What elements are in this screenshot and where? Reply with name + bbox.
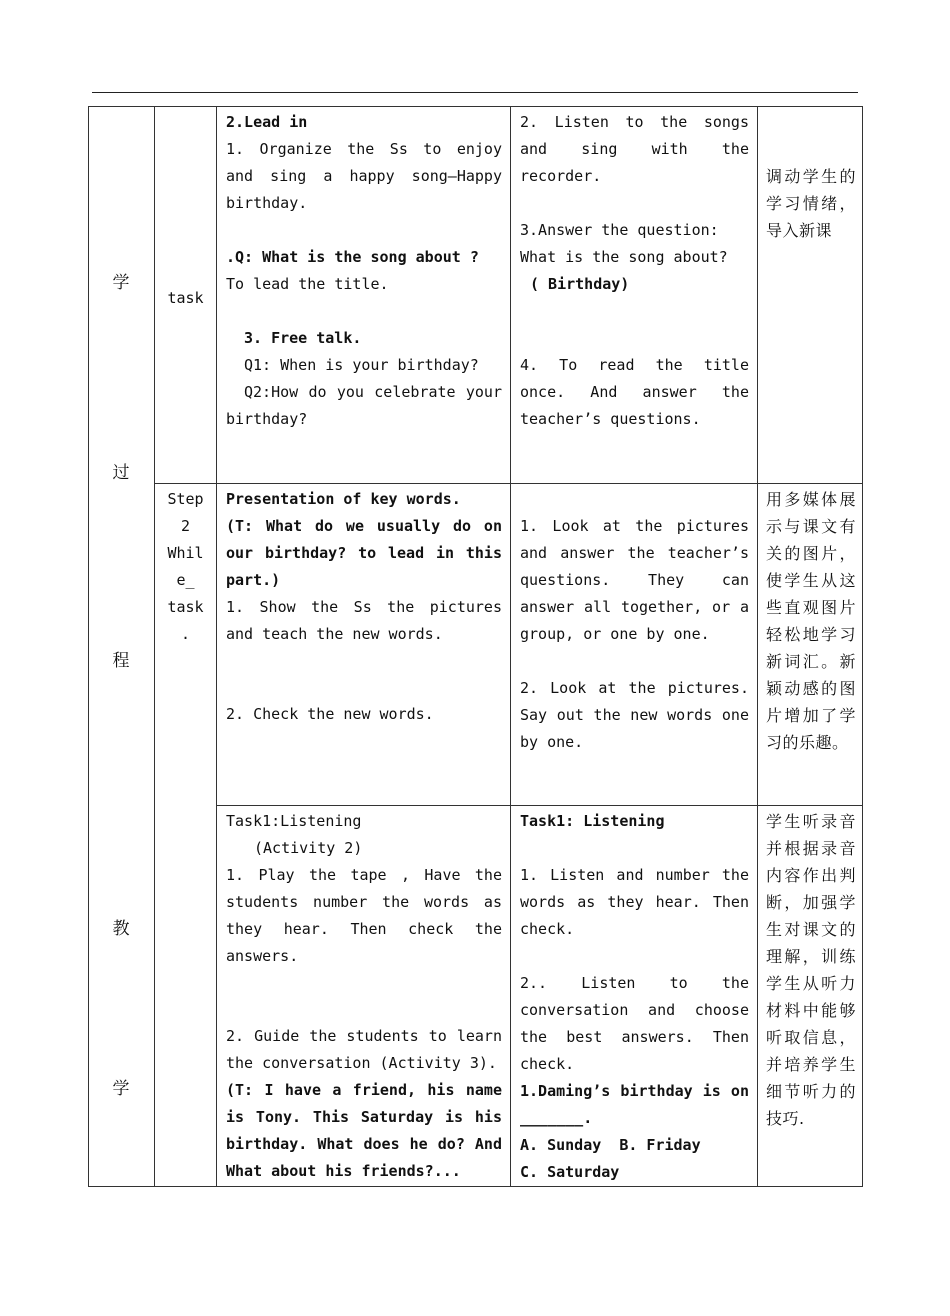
step-cell	[155, 484, 217, 1187]
step-label: task	[167, 598, 204, 616]
teacher-step: 2. Guide the students to learn the conversation (Activity 3).	[226, 1027, 502, 1072]
teacher-activity-cell	[217, 107, 511, 484]
teacher-step: 1. Show the Ss the pictures and teach the new words.	[226, 598, 502, 643]
table-row	[89, 484, 863, 806]
student-step: 1. Listen and number the words as they hear. Then check.	[520, 866, 749, 938]
teacher-activity-cell	[217, 806, 511, 1187]
teacher-note: To lead the title.	[226, 275, 389, 293]
section-subtitle: (Activity 2)	[254, 839, 363, 857]
teacher-question: Q1: When is your birthday?	[244, 356, 479, 374]
student-step: 3.Answer the question:	[520, 221, 719, 239]
lesson-plan-table-frame	[88, 106, 862, 1181]
student-step: 2. Look at the pictures. Say out the new words one by one.	[520, 679, 749, 751]
purpose-cell	[758, 806, 863, 1187]
teacher-step: 2. Check the new words.	[226, 705, 434, 723]
step-label: Step	[167, 490, 204, 508]
student-step: 2. Listen to the songs and sing with the recorder.	[520, 113, 749, 185]
teacher-note: (T: What do we usually do on our birthday? to lead in this part.)	[226, 517, 502, 589]
student-step: 2.. Listen to the conversation and choose the best answers. Then check.	[520, 974, 749, 1073]
step-cell	[155, 107, 217, 484]
step-label: .	[180, 625, 191, 643]
purpose-cell	[758, 107, 863, 484]
quiz-options: C. Saturday	[520, 1163, 620, 1181]
purpose-text: 用多媒体展示与课文有关的图片，使学生从这些直观图片轻松地学习新词汇。新颖动感的图片增加了学习的乐趣。	[766, 490, 856, 752]
step-label: e_	[176, 571, 195, 589]
teacher-step: 1. Organize the Ss to enjoy and sing a happy song—Happy birthday.	[226, 140, 502, 212]
process-char: 学	[112, 1079, 130, 1099]
student-activity-cell	[511, 806, 758, 1187]
student-activity-cell	[511, 484, 758, 806]
process-char: 学	[112, 273, 130, 293]
teacher-note: (T: I have a friend, his name is Tony. This Saturday is his birthday. What does he do? And What about his friends?...	[226, 1081, 502, 1180]
section-title: Presentation of key words.	[226, 490, 461, 508]
student-activity-cell	[511, 107, 758, 484]
lesson-plan-table	[88, 106, 863, 1187]
process-char: 过	[112, 463, 130, 483]
section-title: 3. Free talk.	[244, 329, 362, 347]
teacher-question: .Q: What is the song about ?	[226, 248, 479, 266]
header-rule	[92, 92, 858, 93]
quiz-question: 1.Daming’s birthday is on _______.	[520, 1082, 749, 1127]
step-label: 2	[180, 517, 191, 535]
purpose-cell	[758, 484, 863, 806]
student-answer: ( Birthday)	[530, 275, 630, 293]
student-step: 4. To read the title once. And answer the teacher’s questions.	[520, 356, 749, 428]
teacher-step: 1. Play the tape , Have the students number the words as they hear. Then check the answers.	[226, 866, 502, 965]
teacher-activity-cell	[217, 484, 511, 806]
purpose-text: 学生听录音并根据录音内容作出判断，加强学生对课文的理解，训练学生从听力材料中能够听取信息，并培养学生细节听力的技巧.	[766, 812, 856, 1128]
step-label: task	[167, 289, 204, 307]
teacher-question: Q2:How do you celebrate your birthday?	[226, 383, 502, 428]
section-title: 2.Lead in	[226, 113, 308, 131]
section-title: Task1: Listening	[520, 812, 665, 830]
process-char: 程	[112, 651, 130, 671]
section-title: Task1:Listening	[226, 812, 362, 830]
student-step: 1. Look at the pictures and answer the teacher’s questions. They can answer all together, or a group, or one by one.	[520, 517, 749, 643]
purpose-text: 调动学生的学习情绪，导入新课	[766, 167, 856, 240]
step-label: Whil	[167, 544, 204, 562]
quiz-options: A. Sunday B. Friday	[520, 1136, 701, 1154]
process-char: 教	[112, 919, 130, 939]
student-step: What is the song about?	[520, 248, 728, 266]
table-row	[89, 107, 863, 484]
